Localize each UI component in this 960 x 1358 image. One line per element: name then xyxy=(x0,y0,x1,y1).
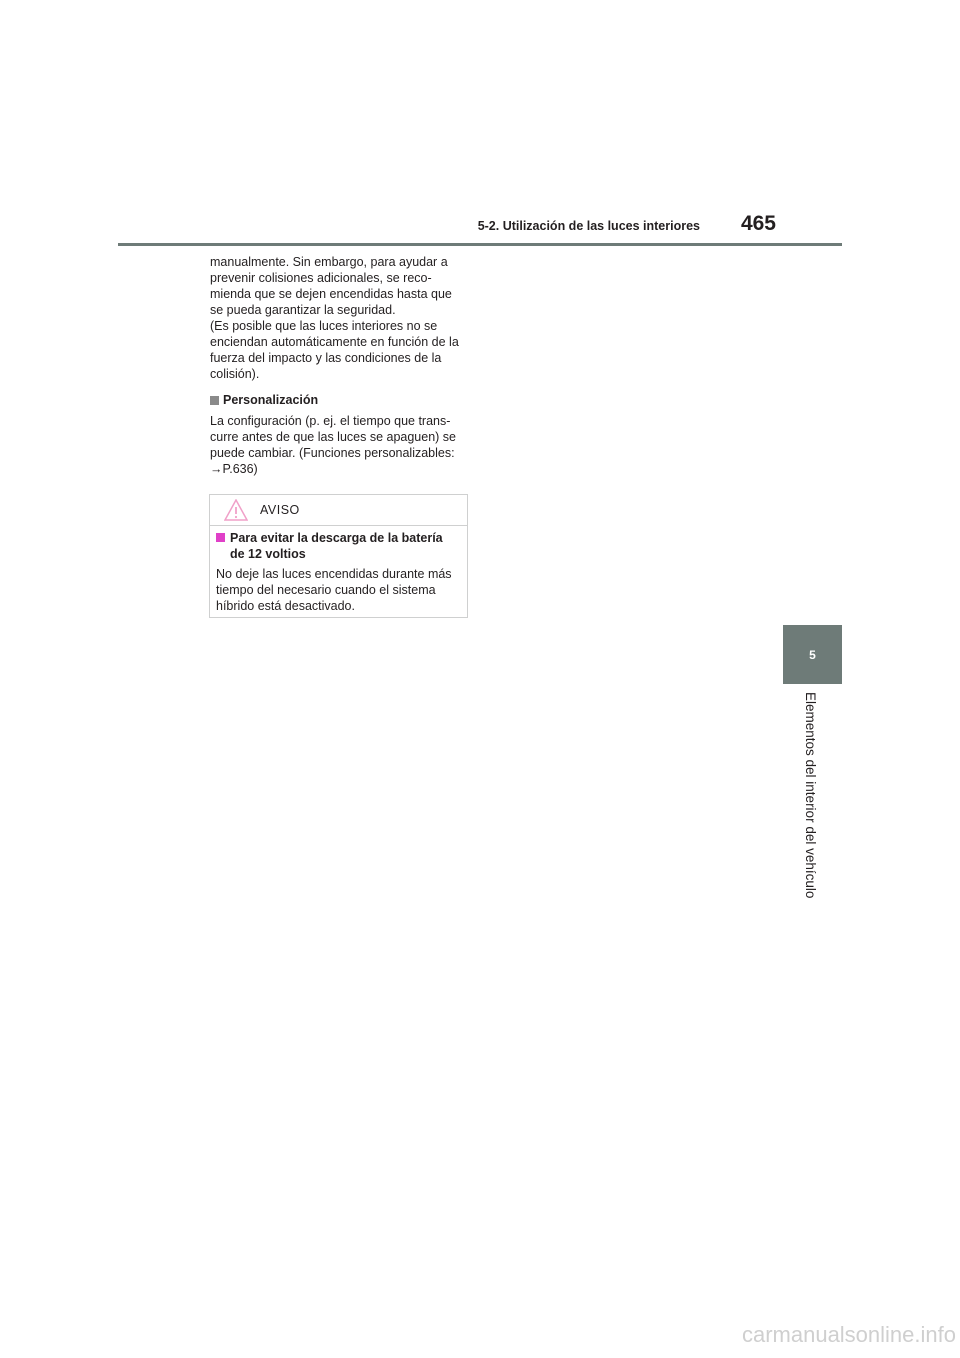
paragraph-continuation xyxy=(210,254,472,382)
header-rule xyxy=(118,243,842,246)
section-title: 5-2. Utilización de las luces interiores xyxy=(477,219,700,233)
chapter-tab: 5 xyxy=(783,625,842,684)
notice-box xyxy=(209,494,468,618)
text-line: manualmente. Sin embargo, para ayudar a xyxy=(210,255,448,269)
text-line: de 12 voltios xyxy=(230,547,306,561)
watermark: carmanualsonline.info xyxy=(741,1322,956,1347)
warning-triangle-icon xyxy=(224,499,248,525)
text-line: híbrido está desactivado. xyxy=(216,599,355,613)
notice-text xyxy=(216,566,461,614)
notice-title: AVISO xyxy=(260,503,300,517)
page-reference-link[interactable]: →P.636) xyxy=(210,462,258,476)
text-line: enciendan automáticamente en función de la xyxy=(210,335,459,349)
square-bullet-icon xyxy=(210,396,219,405)
text-line: curre antes de que las luces se apaguen) se xyxy=(210,430,456,444)
chapter-title-vertical: Elementos del interior del vehículo xyxy=(803,692,818,899)
subheading-personalization xyxy=(210,392,472,408)
text-line: colisión). xyxy=(210,367,260,381)
subheading-text: Personalización xyxy=(223,393,319,407)
notice-header xyxy=(210,495,467,526)
text-line: tiempo del necesario cuando el sistema xyxy=(216,583,436,597)
text-line: fuerza del impacto y las condiciones de la xyxy=(210,351,442,365)
text-line: puede cambiar. (Funciones personalizables: xyxy=(210,446,455,460)
text-line: No deje las luces encendidas durante más xyxy=(216,567,452,581)
pink-square-bullet-icon xyxy=(216,533,225,542)
text-line: La configuración (p. ej. el tiempo que trans- xyxy=(210,414,451,428)
notice-heading-text xyxy=(230,530,443,562)
main-content xyxy=(210,254,472,477)
text-line: mienda que se dejen encendidas hasta que xyxy=(210,287,452,301)
text-line: (Es posible que las luces interiores no se xyxy=(210,319,438,333)
text-line: prevenir colisiones adicionales, se reco- xyxy=(210,271,432,285)
notice-body xyxy=(210,526,467,614)
page-number: 465 xyxy=(740,212,776,235)
paragraph-personalization xyxy=(210,413,472,477)
notice-heading xyxy=(216,530,461,562)
text-line: Para evitar la descarga de la batería xyxy=(230,531,443,545)
text-line: se pueda garantizar la seguridad. xyxy=(210,303,396,317)
